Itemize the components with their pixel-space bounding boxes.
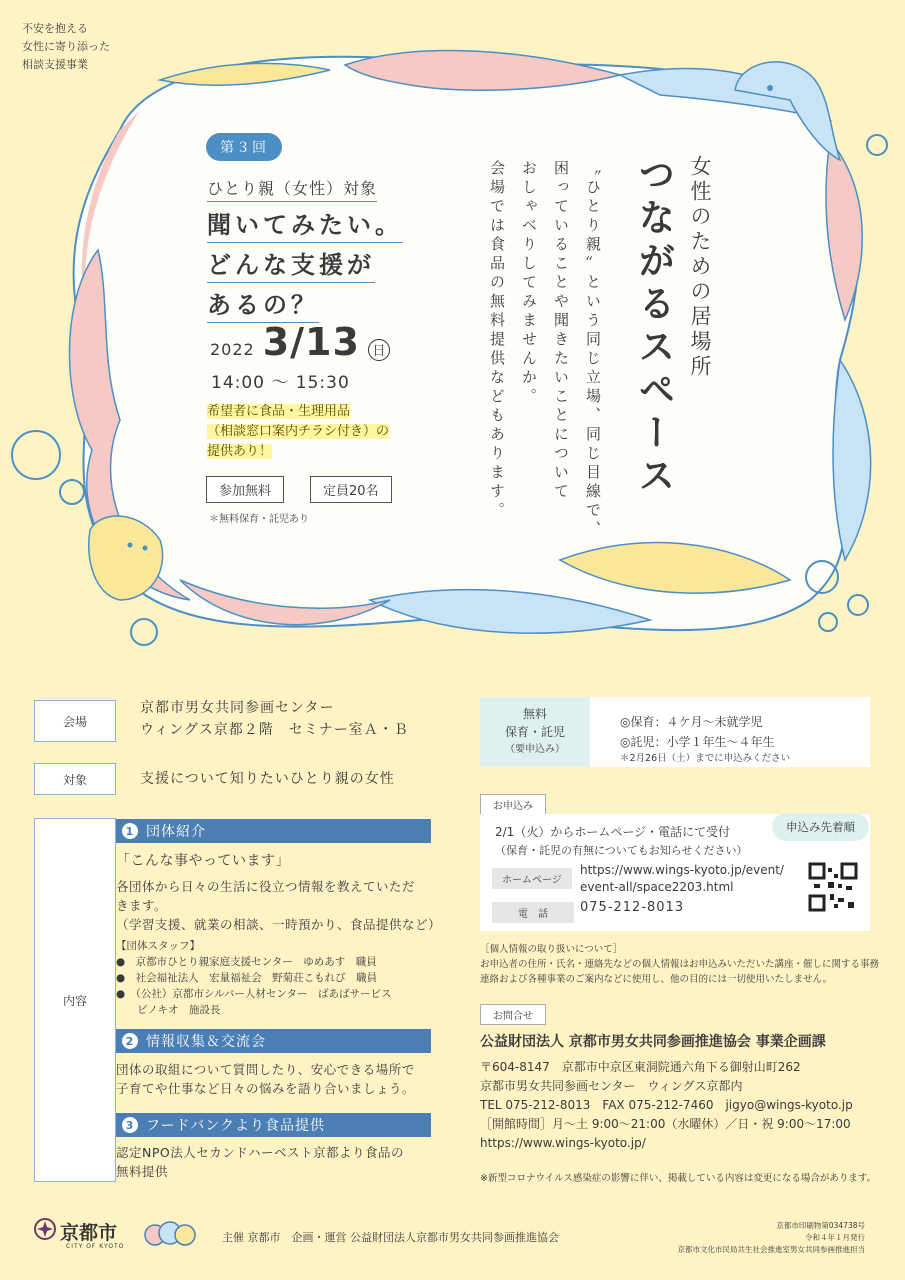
staff-item: ピノキオ 施設長 bbox=[116, 1004, 221, 1016]
section-number: 2 bbox=[122, 1033, 138, 1049]
qr-code-icon[interactable] bbox=[808, 862, 858, 912]
body-line: 認定NPO法人セカンドハーベスト京都より食品の bbox=[116, 1145, 404, 1160]
event-month-day: 3/13 bbox=[262, 320, 360, 364]
privacy-line: お申込者の住所・氏名・連絡先などの個人情報はお申込みいただいた講座・催しに関する事務 bbox=[480, 959, 880, 970]
section-quote: 「こんな事やっています」 bbox=[116, 853, 290, 869]
sponsor-line: 主催 京都市 企画・運営 公益財団法人京都市男女共同参画推進協会 bbox=[222, 1231, 559, 1244]
vertical-body-line: 困っていることや聞きたいことについて bbox=[552, 160, 570, 502]
section-title: 団体紹介 bbox=[146, 824, 206, 840]
event-date bbox=[210, 320, 390, 364]
offer-line: （相談窓口案内チラシ付き）の bbox=[207, 424, 390, 439]
childcare-line: ◎保育：４ケ月〜未就学児 bbox=[620, 715, 763, 729]
section-header-3 bbox=[116, 1113, 431, 1137]
venue-line: 京都市男女共同参画センター bbox=[140, 700, 335, 716]
homepage-label: ホームページ bbox=[492, 868, 572, 889]
childcare-note: ＊無料保育・託児あり bbox=[209, 514, 309, 525]
first-come-badge: 申込み先着順 bbox=[772, 813, 869, 841]
body-line: 子育てや仕事など日々の悩みを語り合いましょう。 bbox=[116, 1081, 416, 1096]
apply-line: （保育・託児の有無についてもお知らせください） bbox=[495, 844, 748, 857]
headline-line: どんな支援が bbox=[207, 245, 375, 283]
section-header-1 bbox=[116, 819, 431, 843]
kyoto-city-emblem-icon bbox=[34, 1218, 56, 1240]
tel-label: 電 話 bbox=[492, 902, 574, 923]
offer-line: 希望者に食品・生理用品 bbox=[207, 404, 351, 419]
homepage-url[interactable] bbox=[580, 862, 784, 896]
contact-details bbox=[480, 1058, 853, 1153]
venue-text bbox=[140, 697, 409, 741]
audience-label: 対象 bbox=[34, 763, 116, 795]
offer-note bbox=[207, 402, 389, 462]
print-line: 令和４年１月発行 bbox=[805, 1233, 865, 1242]
tagline-line: 女性に寄り添った bbox=[22, 40, 110, 53]
body-line: きます。 bbox=[116, 898, 168, 913]
childcare-label-line: 無料 bbox=[522, 707, 547, 721]
tagline-line: 不安を抱える bbox=[22, 22, 88, 35]
section-header-2 bbox=[116, 1029, 431, 1053]
event-weekday: 日 bbox=[368, 339, 390, 361]
print-line: 京都市印刷物第034738号 bbox=[776, 1221, 865, 1230]
tel-number[interactable]: 075-212-8013 bbox=[580, 900, 685, 915]
contact-line: 〒604-8147 京都市中京区東洞院通六角下る御射山町262 bbox=[480, 1060, 801, 1074]
capacity-tag: 定員20名 bbox=[310, 476, 392, 503]
venue-line: ウィングス京都２階 セミナー室Ａ・Ｂ bbox=[140, 722, 409, 738]
print-info bbox=[678, 1220, 866, 1256]
round-badge: 第３回 bbox=[206, 133, 282, 161]
childcare-line: ◎託児：小学１年生〜４年生 bbox=[620, 735, 775, 749]
staff-title: 【団体スタッフ】 bbox=[116, 940, 200, 952]
vertical-body-line: おしゃべりしてみませんか。 bbox=[520, 160, 538, 407]
venue-label: 会場 bbox=[34, 700, 116, 742]
section-body bbox=[116, 1060, 436, 1098]
contact-tag: お問合せ bbox=[480, 1004, 546, 1025]
staff-item: ● 京都市ひとり親家庭支援センター ゆめあす 職員 bbox=[116, 956, 377, 968]
body-line: 各団体から日々の生活に役立つ情報を教えていただ bbox=[116, 879, 416, 894]
tagline-line: 相談支援事業 bbox=[22, 58, 88, 71]
contact-link[interactable]: https://www.wings-kyoto.jp/ bbox=[480, 1136, 646, 1150]
event-time: 14:00 〜 15:30 bbox=[211, 373, 350, 393]
staff-item: ● 社会福祉法人 宏量福祉会 野菊荘こもれび 職員 bbox=[116, 972, 378, 984]
offer-line: 提供あり！ bbox=[207, 444, 273, 459]
body-line: （学習支援、就業の相談、一時預かり、食品提供など） bbox=[116, 917, 442, 932]
apply-line: 2/1（火）からホームページ・電話にて受付 bbox=[495, 825, 731, 839]
headline-line: あるの？ bbox=[207, 285, 319, 323]
free-admission-tag: 参加無料 bbox=[206, 476, 284, 503]
vertical-body-line: 会場では食品の無料提供などもあります。 bbox=[488, 160, 506, 521]
childcare-label-line: 保育・託児 bbox=[504, 725, 565, 739]
section-title: 情報収集＆交流会 bbox=[146, 1034, 266, 1050]
privacy-title: ［個人情報の取り扱いについて］ bbox=[480, 944, 623, 955]
contact-line: 京都市男女共同参画センター ウィングス京都内 bbox=[480, 1079, 743, 1093]
contact-line: ［開館時間］月〜土 9:00〜21:00（水曜休）／日・祝 9:00〜17:00 bbox=[480, 1117, 851, 1131]
contact-org: 公益財団法人 京都市男女共同参画推進協会 事業企画課 bbox=[480, 1034, 826, 1050]
childcare-label bbox=[480, 697, 590, 767]
staff-list bbox=[116, 938, 392, 1018]
community-mascot-icon bbox=[140, 1205, 200, 1253]
vertical-subtitle: 女性のための居場所 bbox=[688, 155, 712, 380]
section-body bbox=[116, 1143, 436, 1181]
section-body bbox=[116, 877, 442, 934]
contact-line[interactable]: TEL 075-212-8013 FAX 075-212-7460 jigyo@wings-kyoto.jp bbox=[480, 1098, 853, 1112]
staff-item: ● （公社）京都市シルバー人材センター ばあばサービス bbox=[116, 988, 392, 1000]
kyoto-city-logo-sub: CITY OF KYOTO bbox=[66, 1243, 125, 1250]
privacy-line: 連絡および各種事業のご案内などに使用し、他の目的には一切使用いたしません。 bbox=[480, 974, 833, 985]
apply-tag: お申込み bbox=[480, 794, 546, 815]
childcare-deadline: ＊2月26日（土）までに申込みください bbox=[620, 753, 791, 764]
privacy-notice bbox=[480, 942, 880, 987]
kyoto-city-logo: 京都市 bbox=[60, 1222, 118, 1244]
content-label: 内容 bbox=[34, 818, 116, 1182]
print-line: 京都市文化市民局共生社会推進室男女共同参画推進担当 bbox=[677, 1245, 865, 1254]
section-number: 3 bbox=[122, 1117, 138, 1133]
body-line: 団体の取組について質問したり、安心できる場所で bbox=[116, 1062, 415, 1077]
vertical-title: つながるスペース bbox=[632, 155, 675, 499]
audience-text: 支援について知りたいひとり親の女性 bbox=[140, 771, 395, 787]
childcare-details bbox=[620, 712, 790, 766]
url-line[interactable]: event-all/space2203.html bbox=[580, 880, 734, 894]
body-line: 無料提供 bbox=[116, 1164, 169, 1179]
section-title: フードバンクより食品提供 bbox=[146, 1118, 326, 1134]
childcare-label-line: （要申込み） bbox=[505, 744, 565, 755]
headline-line: 聞いてみたい。 bbox=[207, 205, 403, 243]
section-number: 1 bbox=[122, 823, 138, 839]
target-audience-line: ひとり親（女性）対象 bbox=[207, 176, 377, 202]
url-line[interactable]: https://www.wings-kyoto.jp/event/ bbox=[580, 863, 784, 877]
vertical-body-line: 〝ひとり親〟という同じ立場、同じ目線で、 bbox=[584, 160, 602, 540]
covid-notice: ※新型コロナウイルス感染症の影響に伴い、掲載している内容は変更になる場合があります。 bbox=[480, 1173, 877, 1184]
event-year: 2022 bbox=[210, 340, 255, 359]
